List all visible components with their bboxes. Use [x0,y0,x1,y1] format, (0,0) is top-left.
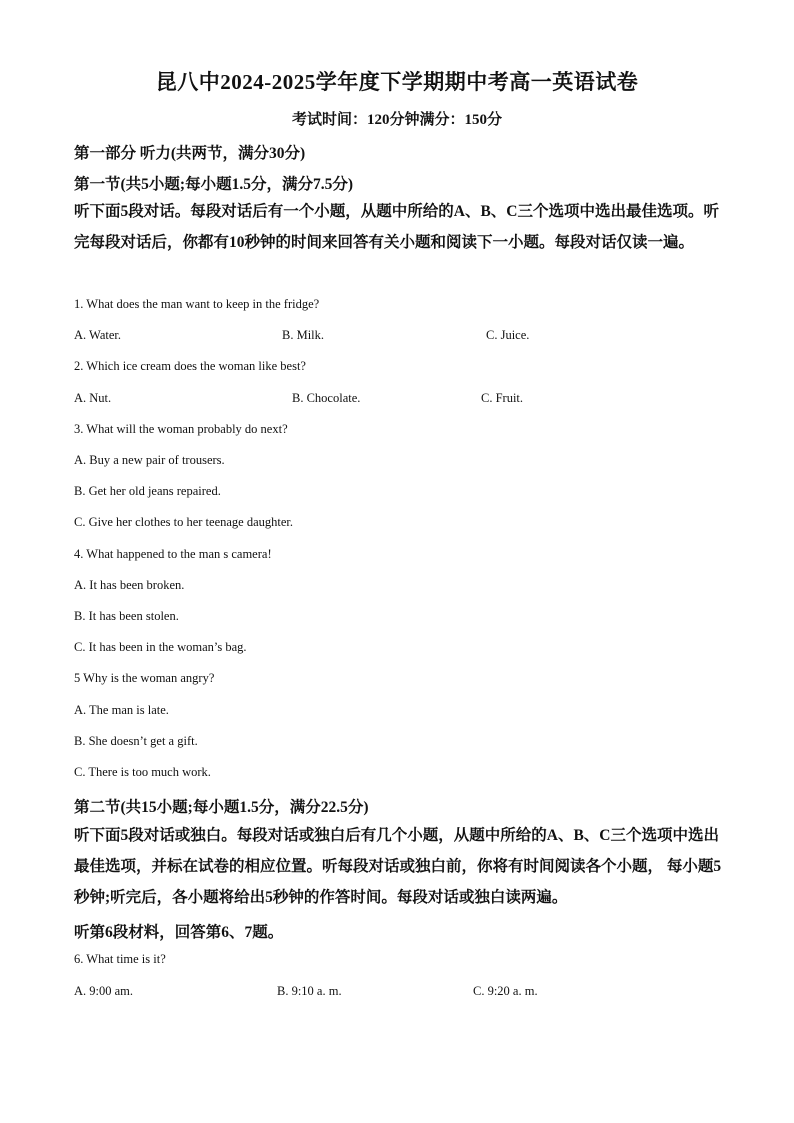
part1-heading: 第一部分 听力(共两节，满分30分) [74,145,306,162]
question-6-option-c: C. 9:20 a. m. [473,984,538,998]
question-6-stem: 6. What time is it? [74,952,166,966]
question-3-option-b: B. Get her old jeans repaired. [74,484,221,498]
section1-instructions: 听下面5段对话。每段对话后有一个小题，从题中所给的A、B、C三个选项中选出最佳选项。听完每段对话后，你都有10秒钟的时间来回答有关小题和阅读下一小题。每段对话仅读一遍。 [74,203,719,251]
question-5-option-c: C. There is too much work. [74,765,211,779]
question-1-option-c: C. Juice. [486,328,530,342]
exam-title: 昆八中2024-2025学年度下学期期中考高一英语试卷 [155,70,639,94]
question-4-stem: 4. What happened to the man s camera! [74,547,272,561]
question-4-option-a: A. It has been broken. [74,578,185,592]
question-2-option-b: B. Chocolate. [292,391,361,405]
exam-time-info: 考试时间：120分钟满分：150分 [291,112,502,128]
question-1-option-a: A. Water. [74,328,122,342]
question-1-option-b: B. Milk. [282,328,325,342]
question-5-option-a: A. The man is late. [74,703,169,717]
section2-instructions: 听下面5段对话或独白。每段对话或独白后有几个小题，从题中所给的A、B、C三个选项中选出最佳选项，并标在试卷的相应位置。听每段对话或独白前，你将有时间阅读各个小题， 每小题5秒钟;听完后，各小题将给出5秒钟的作答时间。每段对话或独白读两遍。 [74,827,722,906]
question-2-stem: 2. Which ice cream does the woman like best? [74,359,306,373]
question-1-stem: 1. What does the man want to keep in the fridge? [74,297,320,311]
section2-heading: 第二节(共15小题;每小题1.5分，满分22.5分) [74,799,369,816]
section1-heading: 第一节(共5小题;每小题1.5分，满分7.5分) [74,176,353,193]
question-5-stem: 5 Why is the woman angry? [74,671,215,685]
question-2-option-c: C. Fruit. [481,391,524,405]
question-6-option-b: B. 9:10 a. m. [277,984,342,998]
section2-material-note: 听第6段材料，回答第6、7题。 [74,924,284,941]
question-3-option-a: A. Buy a new pair of trousers. [74,453,225,467]
question-4-option-b: B. It has been stolen. [74,609,179,623]
question-2-option-a: A. Nut. [74,391,112,405]
question-3-stem: 3. What will the woman probably do next? [74,422,288,436]
question-5-option-b: B. She doesn’t get a gift. [74,734,198,748]
question-3-option-c: C. Give her clothes to her teenage daughter. [74,515,294,529]
question-6-option-a: A. 9:00 am. [74,984,134,998]
question-4-option-c: C. It has been in the woman’s bag. [74,640,247,654]
